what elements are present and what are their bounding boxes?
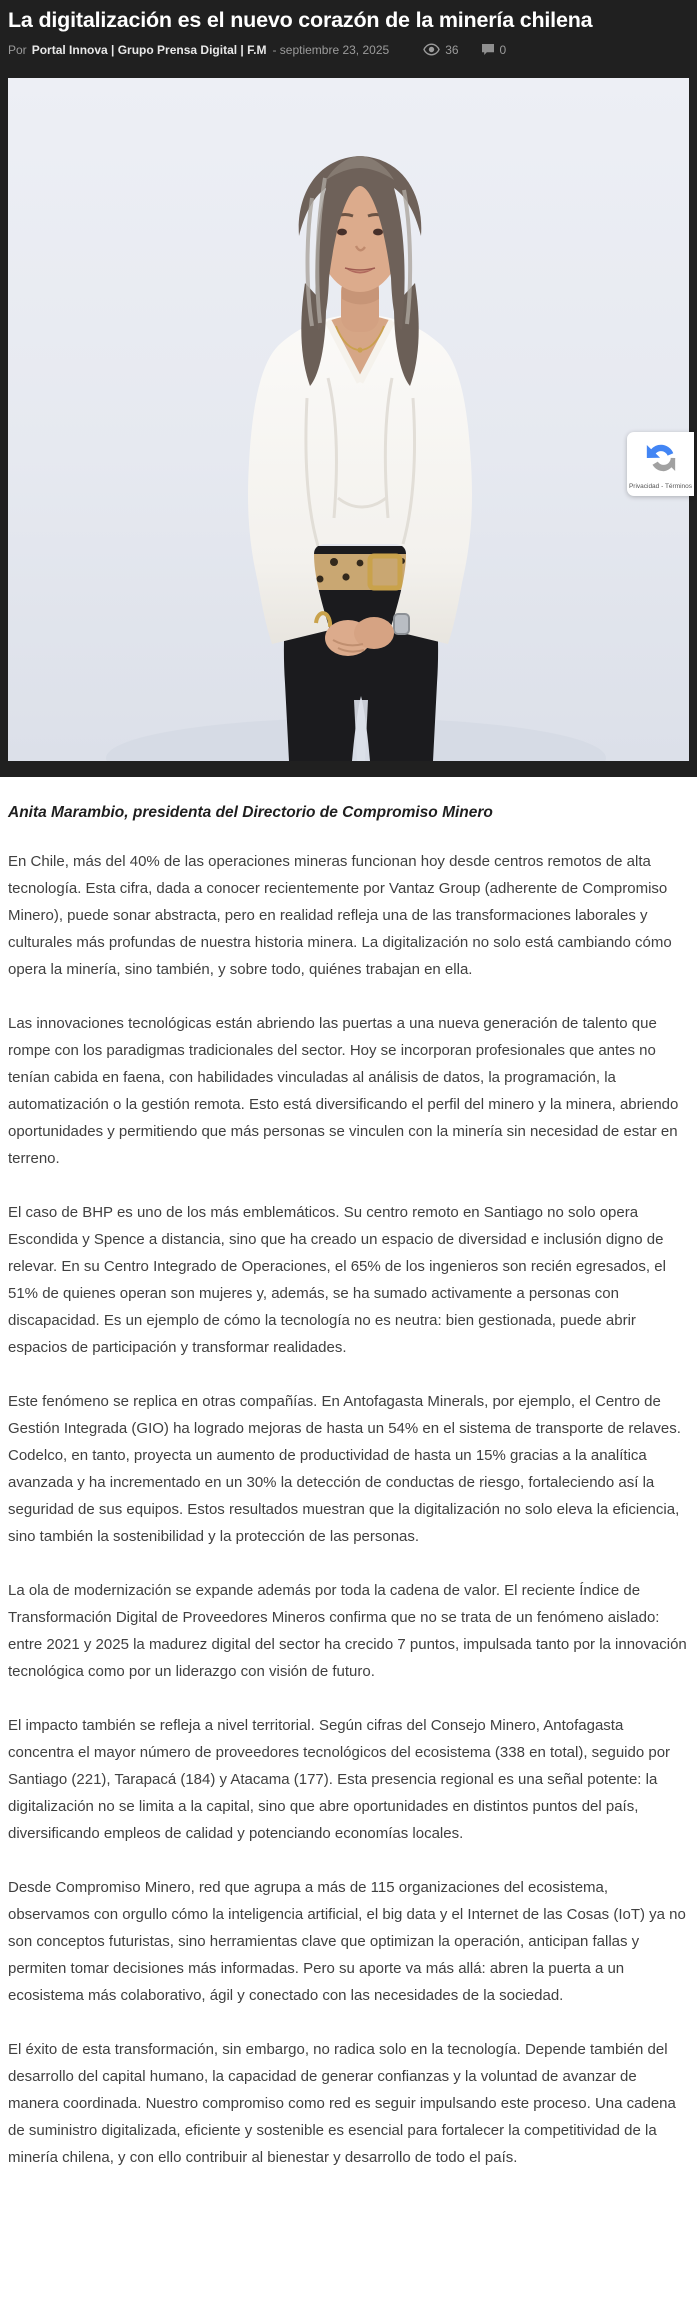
recaptcha-privacy-terms[interactable]: Privacidad - Términos (628, 483, 693, 490)
article-paragraph: La ola de modernización se expande además por toda la cadena de valor. El reciente Índice de Transformación Digital de Proveedores Mineros confirma que no se trata de un fenómeno aislado: entre 2021 y 2025 la madurez digital del sector ha crecido 7 puntos, impulsada tanto por la innovación tecnológica como por un liderazgo con visión de futuro. (8, 1581, 687, 1680)
recaptcha-badge[interactable] (627, 432, 694, 496)
article-paragraph: El impacto también se refleja a nivel territorial. Según cifras del Consejo Minero, Antofagasta concentra el mayor número de proveedores tecnológicos del ecosistema (338 en total), seguido por Santiago (221), Tarapacá (184) y Atacama (177). Esta presencia regional es una señal potente: la digitalización no se limita a la capital, sino que abre oportunidades en distintos puntos del país, diversificando empleos de calidad y potenciando economías locales. (8, 1716, 671, 1842)
byline-prefix: Por (8, 42, 27, 57)
byline (8, 43, 689, 57)
comments-counter[interactable] (481, 43, 507, 57)
comments-count: 0 (499, 42, 507, 57)
article-paragraph: El caso de BHP es uno de los más emblemáticos. Su centro remoto en Santiago no solo opera Escondida y Spence a distancia, sino que ha creado un espacio de diversidad e inclusión digno de relevar. En su Centro Integrado de Operaciones, el 65% de los ingenieros son recién egresados, el 51% de quienes operan son mujeres y, además, se ha sumado activamente a personas con discapacidad. Es un ejemplo de cómo la tecnología no es neutra: bien gestionada, puede abrir espacios de participación y transformar realidades. (8, 1203, 666, 1356)
article-body (0, 777, 697, 2218)
article-photo (8, 78, 689, 761)
page-title: La digitalización es el nuevo corazón de la minería chilena (8, 8, 593, 32)
comment-icon (481, 43, 500, 56)
article-paragraph: El éxito de esta transformación, sin embargo, no radica solo en la tecnología. Depende también del desarrollo del capital humano, la capacidad de generar confianzas y la voluntad de avanzar de manera coordinada. Nuestro compromiso como red es seguir impulsando este proceso. Una cadena de suministro digitalizada, eficiente y sostenible es esencial para fortalecer la competitividad de la minería chilena, y con ello contribuir al bienestar y desarrollo de todo el país. (8, 2040, 676, 2166)
article-paragraph: Este fenómeno se replica en otras compañías. En Antofagasta Minerals, por ejemplo, el Centro de Gestión Integrada (GIO) ha logrado mejoras de hasta un 54% en el sistema de transporte de relaves. Codelco, en tanto, proyecta un aumento de productividad de hasta un 15% gracias a la analítica avanzada y ha incrementado en un 30% la detección de conductas de riesgo, fortaleciendo así la seguridad de sus equipos. Estos resultados muestran que la digitalización no solo eleva la eficiencia, sino también la sostenibilidad y la protección de las personas. (8, 1392, 681, 1545)
views-count: 36 (445, 42, 459, 57)
views-counter (423, 43, 458, 57)
recaptcha-icon (644, 441, 678, 480)
photo-caption: Anita Marambio, presidenta del Directorio de Compromiso Minero (8, 803, 493, 821)
article-text (8, 848, 689, 2171)
article-paragraph: En Chile, más del 40% de las operaciones mineras funcionan hoy desde centros remotos de alta tecnología. Esta cifra, dada a conocer recientemente por Vantaz Group (adherente de Compromiso Minero), puede sonar abstracta, pero en realidad refleja una de las transformaciones laborales y culturales más profundas de nuestra historia minera. La digitalización no solo está cambiando cómo opera la minería, sino también, y sobre todo, quiénes trabajan en ella. (8, 852, 672, 978)
author-link[interactable]: Portal Innova | Grupo Prensa Digital | F.M (31, 42, 267, 57)
article-paragraph: Desde Compromiso Minero, red que agrupa a más de 115 organizaciones del ecosistema, observamos con orgullo cómo la inteligencia artificial, el big data y el Internet de las Cosas (IoT) ya no son conceptos futuristas, sino herramientas clave que optimizan la operación, anticipan fallas y permiten tomar decisiones más informadas. Pero su aporte va más allá: abren la puerta a un ecosistema más colaborativo, ágil y conectado con las necesidades de la sociedad. (8, 1878, 686, 2004)
article-paragraph: Las innovaciones tecnológicas están abriendo las puertas a una nueva generación de talento que rompe con los paradigmas tradicionales del sector. Hoy se incorporan profesionales que antes no tenían cabida en faena, con habilidades vinculadas al análisis de datos, la programación, la automatización o la gestión remota. Esto está diversificando el perfil del minero y la minera, abriendo oportunidades y permitiendo que más personas se vinculen con la minería sin necesidad de estar en terreno. (8, 1014, 679, 1167)
publish-date: - septiembre 23, 2025 (272, 42, 390, 57)
eye-icon (423, 43, 445, 56)
article-header (0, 0, 697, 777)
